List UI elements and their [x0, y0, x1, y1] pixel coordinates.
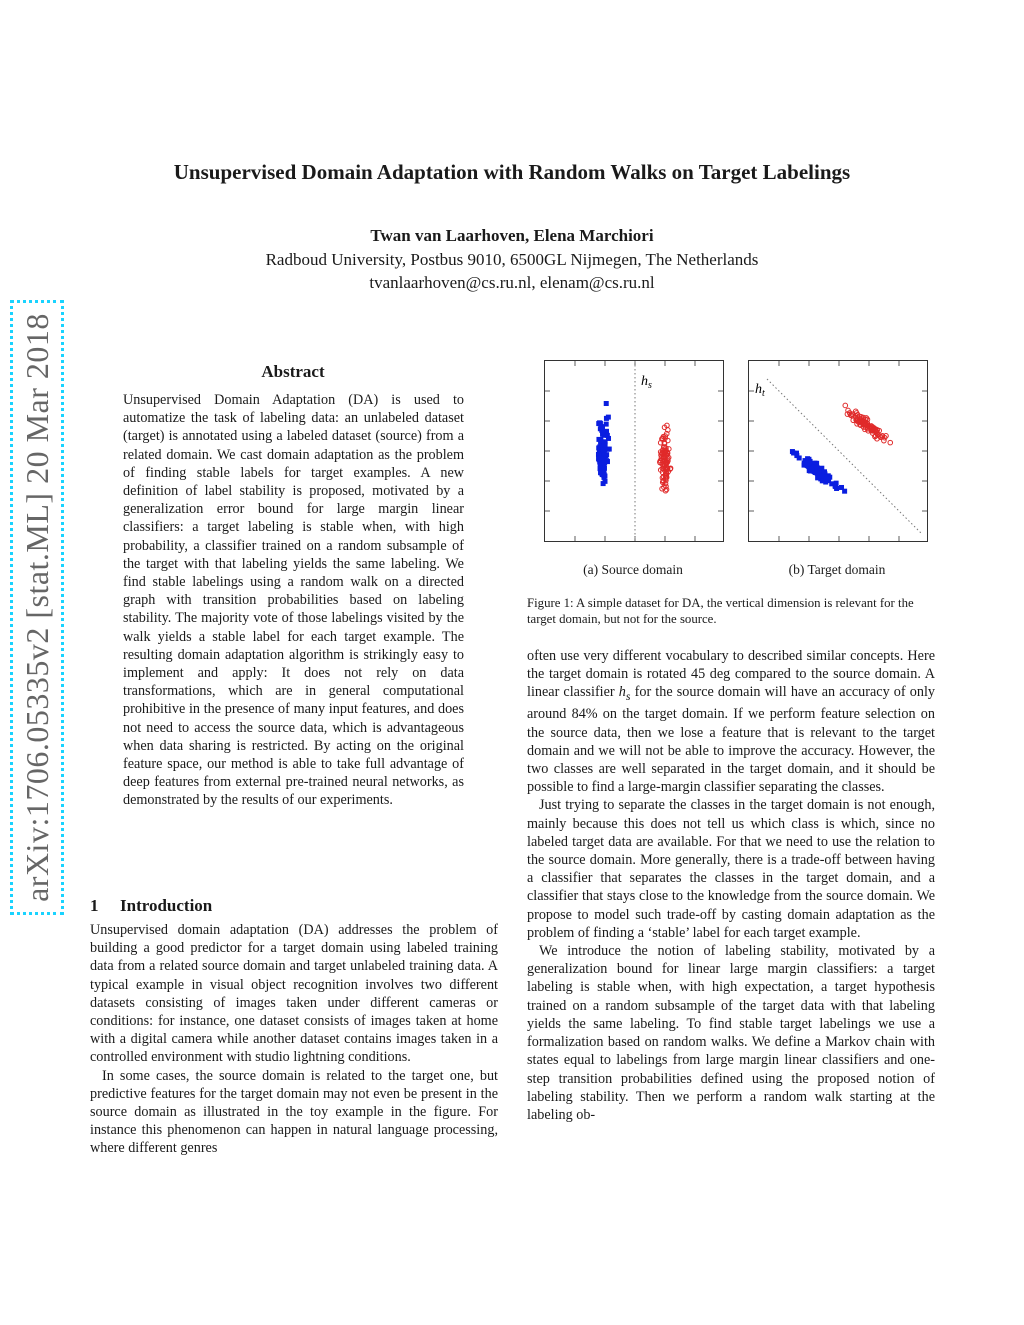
author-list: Twan van Laarhoven, Elena Marchiori — [370, 226, 654, 245]
class-a-point — [833, 484, 838, 489]
class-a-point — [603, 479, 608, 484]
class-a-point — [815, 468, 820, 473]
paper-title: Unsupervised Domain Adaptation with Random Walks on Target Labelings — [173, 160, 851, 184]
source-domain-plot — [545, 361, 723, 541]
class-a-point — [600, 429, 605, 434]
class-a-point — [600, 472, 605, 477]
subcaption-a: (a) Source domain — [583, 562, 683, 577]
class-a-point — [597, 456, 602, 461]
class-a-point — [808, 466, 813, 471]
class-b-point — [843, 403, 848, 408]
class-a-point — [602, 452, 607, 457]
figure-source-domain — [544, 360, 724, 542]
subcaption-b: (b) Target domain — [788, 562, 886, 577]
right-paragraph-1: often use very different vocabulary to described similar concepts. Here the target domain is rotated 45 deg compared to the source domain. A linear classifier $h_s$ for the source domain will have an accuracy of only around 84% on the target domain. If we perform feature selection on the source data, then we lose a feature that is relevant to the target domain and we will not be able to improve the accuracy. However, the two classes are well separated in the target domain, and it should be possible to find a large-margin classifier separating the classes. — [527, 648, 935, 796]
section-number: 1 — [90, 896, 99, 915]
class-a-point — [842, 489, 847, 494]
class-a-point — [604, 422, 609, 427]
hs-symbol: $h_s$ — [618, 684, 631, 704]
class-a-point — [790, 449, 795, 454]
class-a-point — [605, 459, 610, 464]
intro-paragraph-2: In some cases, the source domain is related to the target one, but predictive features for the target domain may not even be present in the source domain as illustrated in the toy example in the figure. For instance this phenomenon can happen in natural language processing, where different genres — [90, 1067, 498, 1157]
class-a-point — [604, 416, 609, 421]
target-boundary-line — [767, 379, 921, 533]
class-a-point — [819, 466, 824, 471]
class-a-point — [603, 442, 608, 447]
arxiv-id: arXiv:1706.05335v2 [stat.ML] 20 Mar 2018 — [18, 313, 55, 902]
class-a-point — [806, 458, 811, 463]
intro-paragraph-1: Unsupervised domain adaptation (DA) addresses the problem of building a good predictor for a target domain using labeled training data from a related source domain and target unlabeled training data. A typical example in visual object recognition involves two different datasets consisting of images taken under different cameras or conditions: for instance, one dataset consists of images taken at home with a digital camera while another dataset contains images taken in a controlled environment with studio lightning conditions. — [90, 922, 498, 1066]
affiliation: Radboud University, Postbus 9010, 6500GL Nijmegen, The Netherlands — [265, 250, 759, 269]
section-title: Introduction — [120, 896, 213, 915]
angle-value: 45 deg — [690, 666, 731, 683]
class-a-point — [820, 473, 825, 478]
abstract-heading: Abstract — [261, 362, 325, 381]
abstract-text: Unsupervised Domain Adaptation (DA) is used to automatize the task of labeling data: an unlabeled dataset (target) is annotated using a labeled dataset (source) from a related domain. We cast domain adaptation as the problem of finding stable labels for target examples. A new definition of label stability is proposed, motivated by a generalization error bound for large margin linear classifiers: a target labeling is stable when, with high probability, a classifier trained on a random subsample of the target with that labeling yields the same labeling. We find stable labelings using a random walk on a directed graph with transition probabilities based on labeling stability. The majority vote of those labelings visited by the walk yields a stable label for each target example. The resulting domain adaptation algorithm is strikingly easy to implement and apply: It does not rely on data transformations, which are in general computational prohibitive in the presence of many input features, and does not need to access the source data, which is advantageous when data sharing is restricted. By acting on the original feature space, our method is able to take full advantage of deep features from external pre-trained neural networks, as demonstrated by the results of our experiments. — [123, 392, 464, 809]
section-heading-introduction — [90, 896, 212, 916]
right-column-body — [527, 647, 935, 1124]
right-paragraph-2: Just trying to separate the classes in the target domain is not enough, mainly because this does not tell us which class is which, since no labeled target data are available. For that we need to use the relation to the source domain. More generally, there is a trade-off between having a classifier that separates the classes in the target domain, and a classifier that stays close to the knowledge from the source domain. We propose to model such trade-off by casting domain adaptation as the problem of finding a ‘stable’ label for each target example. — [527, 797, 935, 941]
figure-caption: Figure 1: A simple dataset for DA, the vertical dimension is relevant for the target domain, but not for the source. — [527, 596, 914, 626]
class-a-point — [604, 401, 609, 406]
figure-target-domain — [748, 360, 928, 542]
arxiv-stamp — [10, 300, 64, 915]
hs-label: $h_s$ — [641, 374, 652, 391]
target-domain-plot — [749, 361, 927, 541]
introduction-body — [90, 921, 498, 1158]
class-a-point — [815, 475, 820, 480]
right-paragraph-3: We introduce the notion of labeling stability, motivated by a generalization bound for linear large margin classifiers: a target labeling is stable when, with high expectation, a target hypothesis trained on a random subsample of the target data with that labeling yields the same labeling. To find stable target labelings we use a formalization based on random walks. We define a Markov chain with states equal to labelings from large margin linear classifiers and one-step transition probabilities defined using the proposed notion of labeling stability. Then we perform a random walk starting at the labeling ob- — [527, 943, 935, 1123]
class-a-point — [598, 421, 603, 426]
class-a-point — [601, 465, 606, 470]
class-a-point — [602, 447, 607, 452]
class-b-point — [888, 440, 893, 445]
author-emails: tvanlaarhoven@cs.ru.nl, elenam@cs.ru.nl — [369, 273, 655, 292]
ht-label: $h_t$ — [755, 382, 765, 399]
